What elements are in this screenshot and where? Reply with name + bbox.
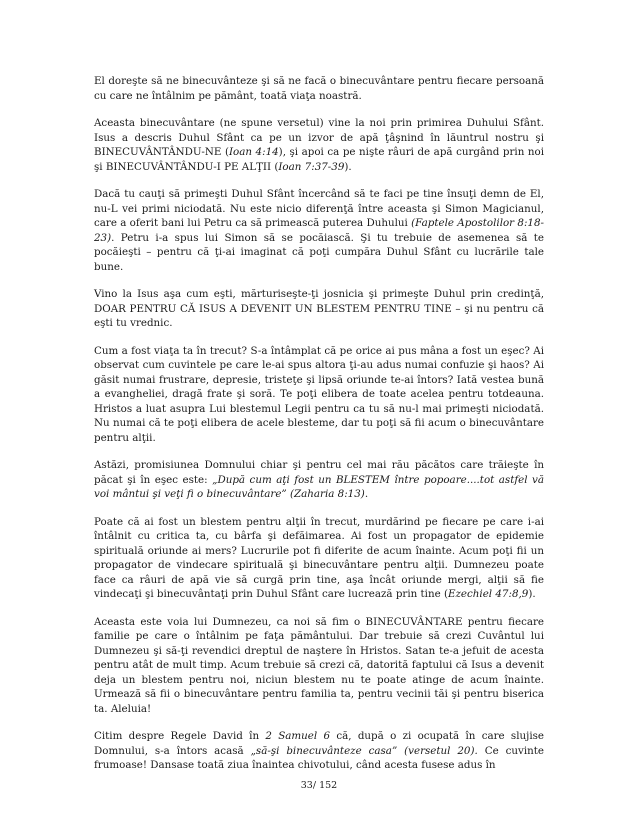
scripture-reference: Ezechiel 47:8,9 [447, 588, 529, 600]
scripture-reference: Ioan 4:14 [228, 146, 279, 158]
paragraph [94, 458, 544, 502]
paragraph-text: Ce cuvinte frumoase! Dansase toată ziua înaintea chivotului, când acesta fusese adus în [94, 744, 545, 771]
paragraph [94, 287, 544, 331]
paragraph-text: Aceasta binecuvântare (ne spune versetul) vine la noi prin primirea Duhului Sfânt. Isus a descris Duhul Sfânt ca pe un izvor de apă ţâşnind în lăuntrul nostru şi BINECUVÂNTÂNDU-NE ( [94, 117, 544, 158]
paragraph-text: Vino la Isus aşa cum eşti, mărturiseşte-ţi josnicia şi primeşte Duhul prin credinţă, DOAR PENTRU CĂ ISUS A DEVENIT UN BLESTEM PENTRU TINE – şi nu pentru că eşti tu vrednic. [94, 288, 544, 329]
scripture-reference: 2 Samuel 6 [265, 730, 331, 742]
paragraph [94, 344, 544, 446]
paragraph-text: . Petru i-a spus lui Simon să se pocăiască. Şi tu trebuie de asemenea să te pocăieşti – pentru că ţi-ai imaginat că poţi cumpăra Duhul Sfânt cu lucrările tale bune. [94, 231, 544, 273]
paragraph [94, 729, 544, 773]
page-number: 33/ 152 [300, 780, 338, 791]
paragraph-text: Dacă tu cauţi să primeşti Duhul Sfânt încercând să te faci pe tine însuţi demn de El, nu-L vei primi niciodată. Nu este nicio diferenţă între aceasta şi Simon Magicianul, care a oferit bani lui Petru ca să primească puterea Duhului [94, 188, 544, 229]
paragraph [94, 74, 544, 103]
scripture-reference: Ioan 7:37-39 [278, 160, 345, 173]
paragraph-text: Citim despre Regele David în [94, 730, 266, 742]
paragraph-text: ). [344, 160, 352, 173]
scripture-reference: (Faptele Apostolilor 8:18-23) [94, 217, 545, 244]
paragraph-text: Cum a fost viaţa ta în trecut? S-a întâmplat că pe orice ai pus mâna a fost un eşec? Ai observat cum cuvintele pe care le-ai spus altora ţi-au adus numai confuzie şi haos? Ai găsit numai frustrare, depresie, tristeţe şi lipsă oriunde te-ai întors? Iată vestea bună a evangheliei, dragă frate şi soră. Te poţi elibera de toate acelea pentru totdeauna. Hristos a luat asupra Lui blestemul Legii pentru ca tu să nu-l mai primeşti niciodată. Nu numai că te poţi elibera de acele blesteme, dar tu poţi să fii acum o binecuvântare pentru alţii. [94, 344, 544, 444]
paragraph [94, 116, 544, 174]
paragraph-text: . [364, 488, 369, 500]
paragraph-text: Poate că ai fost un blestem pentru alţii în trecut, murdărind pe fiecare pe care i-ai întâlnit cu critica ta, cu bârfa şi defăimarea. Ai fost un propagator de epidemie spirituală oriunde ai mers? Lucrurile pot fi diferite de acum înainte. Acum poţi fii un propagator de vindecare spirituală şi binecuvântare pentru alţii. Dumnezeu poate face ca râuri de apă vie să curgă prin tine, aşa încât oriunde mergi, alţii să fie vindecaţi şi binecuvântaţi prin Duhul Sfânt care lucrează prin tine ( [94, 515, 544, 600]
paragraph [94, 615, 544, 717]
paragraph-text: Astăzi, promisiunea Domnului chiar şi pentru cel mai rău păcătos care trăieşte în păcat şi în eşec este: [94, 459, 544, 486]
paragraph-text: că, după o zi ocupată în care slujise Domnului, s-a întors acasă [94, 730, 544, 757]
paragraph [94, 515, 544, 602]
paragraph-text: Aceasta este voia lui Dumnezeu, ca noi să fim o BINECUVÂNTARE pentru fiecare familie pe care o întâlnim pe faţa pământului. Dar trebuie să crezi Cuvântul lui Dumnezeu şi să-ţi revendici dreptul de naştere în Hristos. Satan te-a jefuit de acesta pentru atât de mult timp. Acum trebuie să crezi că, datorită faptului că Isus a devenit deja un blestem pentru noi, niciun blestem nu te poate atinge de acum înainte. Urmează să fii o binecuvântare pentru familia ta, pentru vecinii tăi şi pentru biserica ta. Aleluia! [94, 615, 544, 715]
paragraph-text: El doreşte să ne binecuvânteze şi să ne facă o binecuvântare pentru fiecare persoană cu care ne întâlnim pe pământ, toată viaţa noastră. [94, 75, 544, 102]
paragraph-text: ), şi apoi ca pe nişte râuri de apă curgând prin noi şi BINECUVÂNTÂNDU-I PE ALŢII ( [94, 146, 544, 173]
paragraph-text: ). [528, 588, 536, 600]
body-text [94, 74, 544, 773]
scripture-reference: „După cum aţi fost un BLESTEM între popoare....tot astfel vă voi mântui şi veţi fi o binecuvântare” (Zaharia 8:13) [94, 473, 544, 500]
scripture-reference: „să-şi binecuvânteze casa” (versetul 20). [250, 744, 478, 757]
paragraph [94, 187, 544, 274]
